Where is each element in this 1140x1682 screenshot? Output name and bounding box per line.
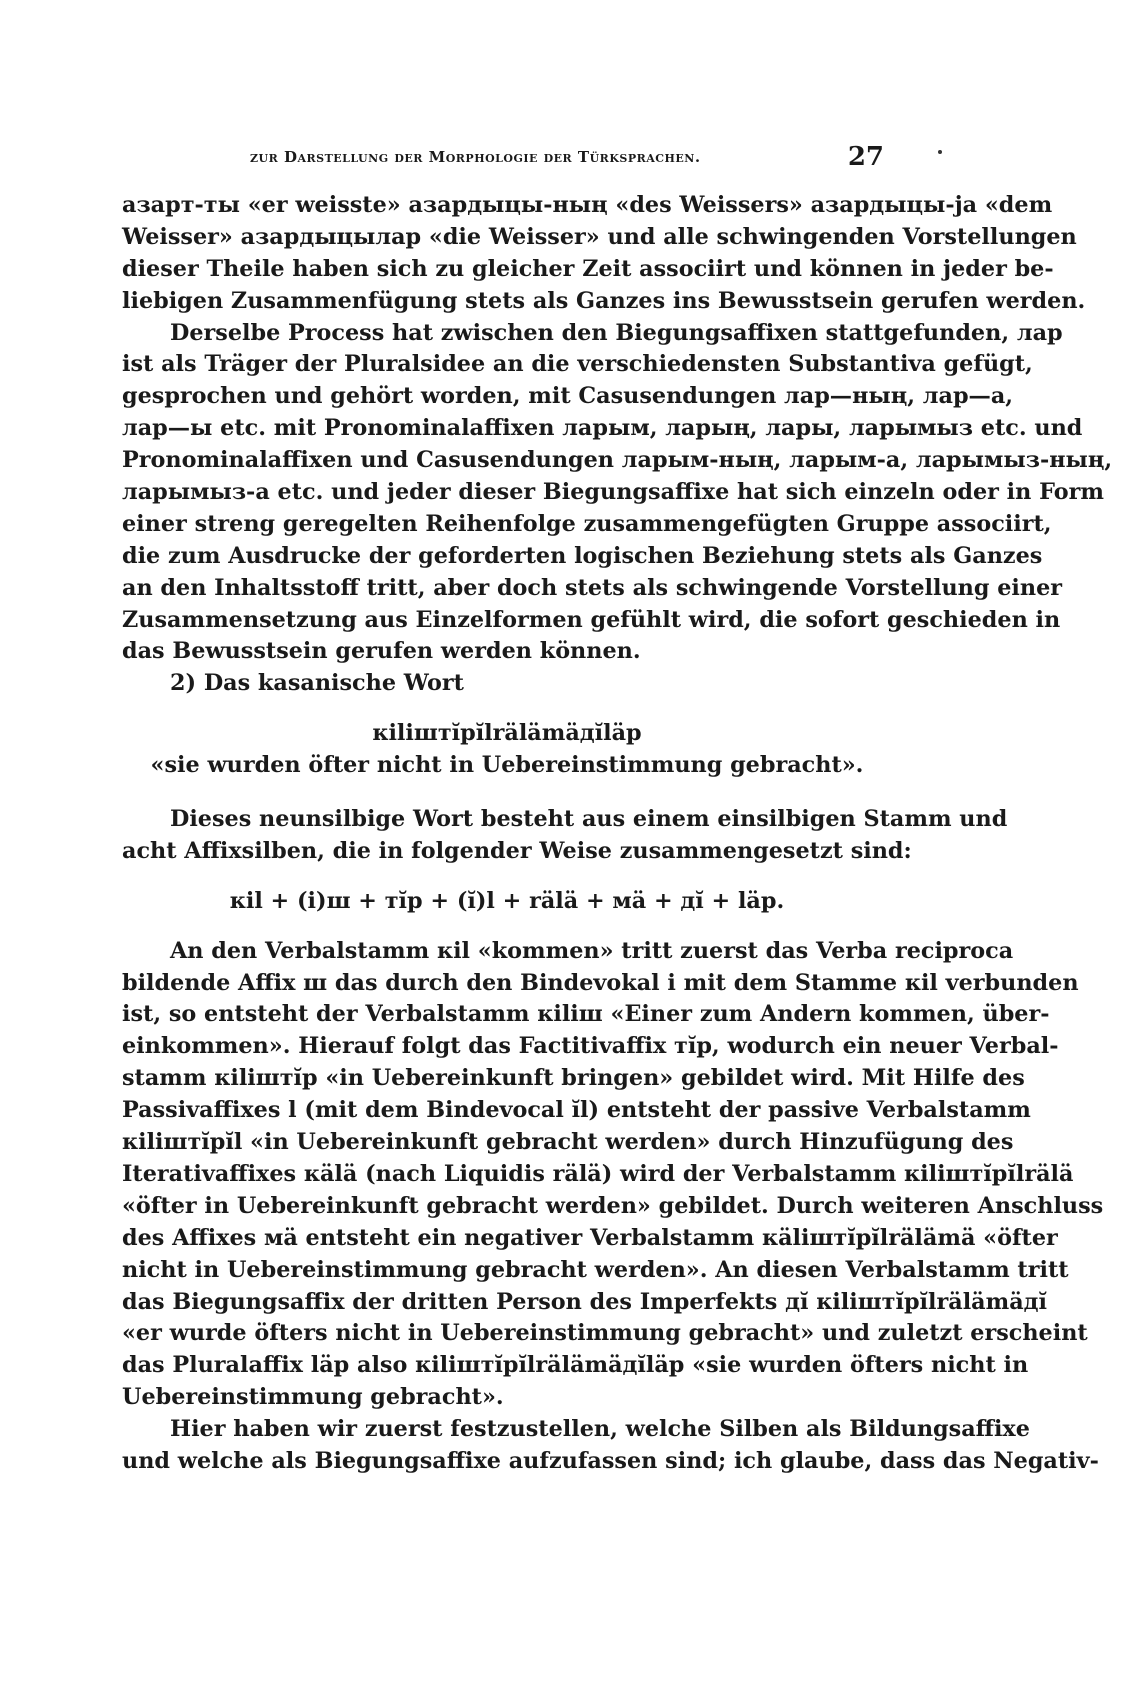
text-line: «er wurde öfters nicht in Uebereinstimmung gebracht» und zuletzt erscheint: [122, 1320, 1088, 1347]
text-line: nicht in Uebereinstimmung gebracht werden». An diesen Verbalstamm tritt: [122, 1256, 1069, 1283]
paragraph-3: [122, 804, 1008, 868]
example-gloss: «sie wurden öfter nicht in Uebereinstimmung gebracht».: [150, 752, 864, 779]
morpheme-formula: кіl + (і)ш + ті̆р + (і̆)l + rälä + мä + ді̆ + läр.: [229, 887, 785, 914]
text-line: Weisser» aзардыцылар «die Weisser» und alle schwingenden Vorstellungen: [122, 223, 1077, 250]
text-line: einkommen». Hierauf folgt das Factitivaffix ті̆р, wodurch ein neuer Verbal-: [122, 1033, 1059, 1060]
page-number: 27: [847, 142, 884, 172]
text-line: bildende Affix ш das durch den Bindevokal і mit dem Stamme кіl verbunden: [122, 969, 1079, 996]
text-line: ist als Träger der Pluralsidee an die verschiedensten Substantiva gefügt,: [122, 351, 1033, 378]
text-line: «öfter in Uebereinkunft gebracht werden» gebildet. Durch weiteren Anschluss: [122, 1192, 1104, 1219]
text-line: das Biegungsaffix der dritten Person des Imperfekts ді̆ кіlішті̆рі̆lrälämäді̆: [122, 1288, 1047, 1315]
text-line: die zum Ausdrucke der geforderten logischen Beziehung stets als Ganzes: [122, 542, 1043, 569]
text-line: кіlішті̆рі̆l «in Uebereinkunft gebracht werden» durch Hinzufügung des: [122, 1129, 1014, 1156]
paragraph-4: [122, 936, 1104, 1414]
text-line: Zusammensetzung aus Einzelformen gefühlt wird, die sofort geschieden in: [122, 606, 1061, 633]
text-line: das Pluralaffix läр also кіlішті̆рі̆lrälämäді̆läр «sie wurden öfters nicht in: [122, 1352, 1029, 1379]
running-head: [122, 142, 892, 172]
text-line: Iterativaffixes кälä (nach Liquidis rälä) wird der Verbalstamm кіlішті̆рі̆lrälä: [122, 1160, 1074, 1187]
text-line: ларымыз-а etc. und jeder dieser Biegungsaffixe hat sich einzeln oder in Form: [122, 479, 1104, 506]
paragraph-5: [122, 1414, 1099, 1478]
text-line: acht Affixsilben, die in folgender Weise zusammengesetzt sind:: [122, 837, 912, 864]
text-line: des Affixes мä entsteht ein negativer Verbalstamm кälішті̆рі̆lrälämä «öfter: [122, 1224, 1058, 1251]
text-line: An den Verbalstamm кіl «kommen» tritt zuerst das Verba reciproca: [170, 937, 1014, 964]
text-line: Passivaffixes l (mit dem Bindevocal і̆l) entsteht der passive Verbalstamm: [122, 1097, 1031, 1124]
text-line: Uebereinstimmung gebracht».: [122, 1384, 504, 1411]
spacer: [122, 700, 892, 718]
text-line: aзарт-ты «er weisste» aзардыцы-ның «des Weissers» aзардыцы-ja «dem: [122, 192, 1053, 218]
paragraph-2: [122, 318, 1113, 669]
text-line: und welche als Biegungsaffixe aufzufassen sind; ich glaube, dass das Negativ-: [122, 1447, 1099, 1474]
text-line: Derselbe Process hat zwischen den Biegungsaffixen stattgefunden, лар: [170, 319, 1063, 346]
text-line: an den Inhaltsstoff tritt, aber doch stets als schwingende Vorstellung einer: [122, 574, 1063, 601]
text-line: das Bewusstsein gerufen werden können.: [122, 638, 641, 665]
text-line: liebigen Zusammenfügung stets als Ganzes ins Bewusstsein gerufen werden.: [122, 287, 1086, 314]
text-line: Dieses neunsilbige Wort besteht aus einem einsilbigen Stamm und: [170, 806, 1008, 833]
body-text: [122, 190, 1113, 1478]
text-line: einer streng geregelten Reihenfolge zusammengefügten Gruppe associirt,: [122, 510, 1052, 537]
spacer: [122, 868, 892, 886]
text-line: gesprochen und gehört worden, mit Casusendungen лар—ның, лар—а,: [122, 383, 1014, 410]
running-title: zur Darstellung der Morphologie der Türksprachen.: [250, 148, 701, 166]
text-line: dieser Theile haben sich zu gleicher Zeit associirt und können in jeder be-: [122, 255, 1054, 282]
example-word: кіlішті̆рі̆lrälämäді̆läр: [372, 720, 642, 747]
text-line: лар—ы etc. mit Pronominalaffixen ларым, ларың, лары, ларымыз etc. und: [122, 415, 1083, 442]
text-line: Hier haben wir zuerst festzustellen, welche Silben als Bildungsaffixe: [170, 1416, 1030, 1443]
spacer: [122, 782, 892, 804]
text-line: Pronominalaffixen und Casusendungen ларым-ның, ларым-а, ларымыз-ның,: [122, 447, 1113, 474]
text-line: stamm кіlішті̆р «in Uebereinkunft bringen» gebildet wird. Mit Hilfe des: [122, 1065, 1025, 1092]
spacer: [122, 918, 892, 936]
item-2-intro: 2) Das kasanische Wort: [170, 670, 464, 697]
paragraph-1: [122, 190, 1086, 318]
print-speck: [938, 150, 942, 154]
text-line: ist, so entsteht der Verbalstamm кіlіш «Einer zum Andern kommen, über-: [122, 1001, 1050, 1028]
